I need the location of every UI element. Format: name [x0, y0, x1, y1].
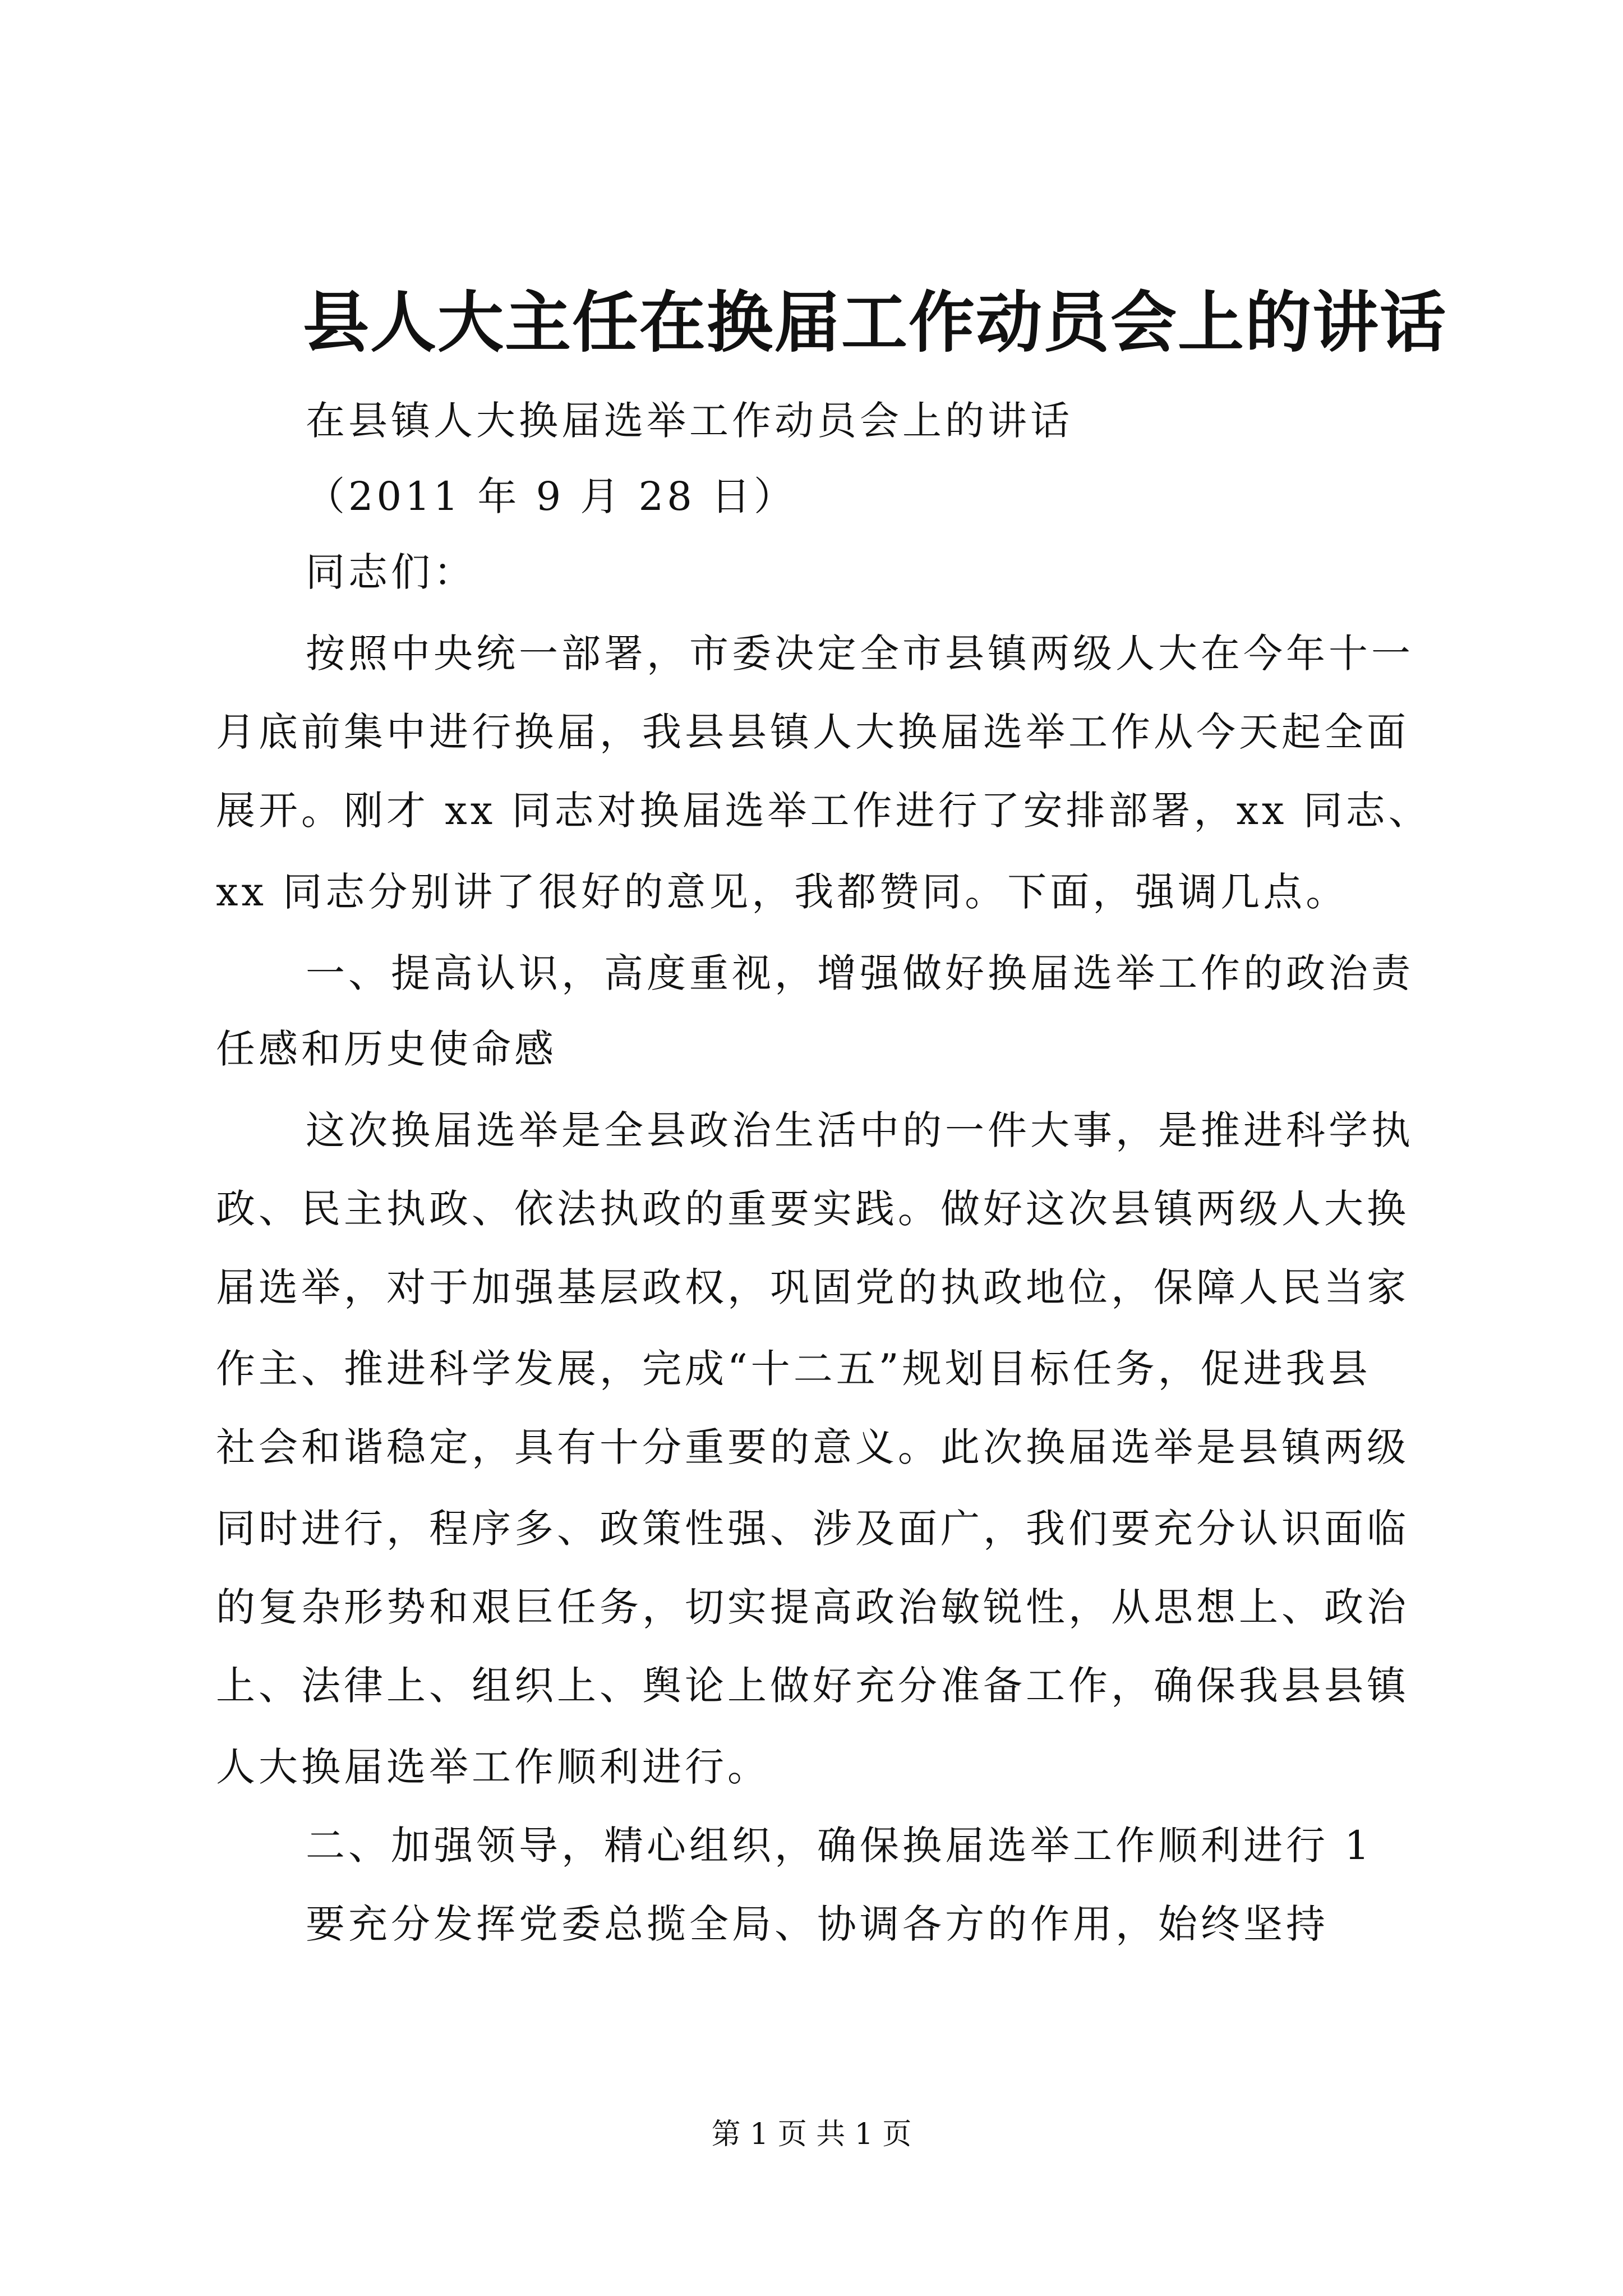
section-heading-1: 一、提高认识，高度重视，增强做好换届选举工作的政治责 — [306, 950, 1414, 996]
paragraph-2-line: 这次换届选举是全县政治生活中的一件大事，是推进科学执 — [306, 1107, 1414, 1153]
paragraph-2-line: 社会和谐稳定，具有十分重要的意义。此次换届选举是县镇两级 — [216, 1424, 1409, 1470]
paragraph-2-line: 同时进行，程序多、政策性强、涉及面广，我们要充分认识面临 — [216, 1506, 1409, 1552]
paragraph-1-line: xx 同志分别讲了很好的意见，我都赞同。下面，强调几点。 — [216, 869, 1349, 915]
paragraph-1-line: 展开。刚才 xx 同志对换届选举工作进行了安排部署，xx 同志、 — [216, 788, 1431, 834]
paragraph-2-line: 政、民主执政、依法执政的重要实践。做好这次县镇两级人大换 — [216, 1186, 1409, 1232]
paragraph-2-line: 作主、推进科学发展，完成“十二五”规划目标任务，促进我县 — [216, 1346, 1371, 1392]
section-heading-2: 二、加强领导，精心组织，确保换届选举工作顺利进行 1 — [306, 1823, 1373, 1869]
salutation: 同志们： — [306, 549, 476, 595]
document-subtitle: 在县镇人大换届选举工作动员会上的讲话 — [306, 398, 1073, 444]
paragraph-1-line: 按照中央统一部署，市委决定全市县镇两级人大在今年十一 — [306, 631, 1414, 677]
paragraph-2-line: 上、法律上、组织上、舆论上做好充分准备工作，确保我县县镇 — [216, 1663, 1409, 1709]
document-title: 县人大主任在换届工作动员会上的讲话 — [303, 283, 1447, 361]
page-footer: 第 1 页 共 1 页 — [711, 2118, 912, 2151]
paragraph-2-line: 的复杂形势和艰巨任务，切实提高政治敏锐性，从思想上、政治 — [216, 1584, 1409, 1630]
paragraph-1-line: 月底前集中进行换届，我县县镇人大换届选举工作从今天起全面 — [216, 709, 1409, 755]
section-heading-1: 任感和历史使命感 — [216, 1026, 557, 1072]
paragraph-3-line: 要充分发挥党委总揽全局、协调各方的作用，始终坚持 — [306, 1901, 1329, 1947]
paragraph-2-line: 届选举，对于加强基层政权，巩固党的执政地位，保障人民当家 — [216, 1264, 1409, 1310]
paragraph-2-line: 人大换届选举工作顺利进行。 — [216, 1744, 770, 1790]
speech-date: （2011 年 9 月 28 日） — [306, 473, 797, 519]
